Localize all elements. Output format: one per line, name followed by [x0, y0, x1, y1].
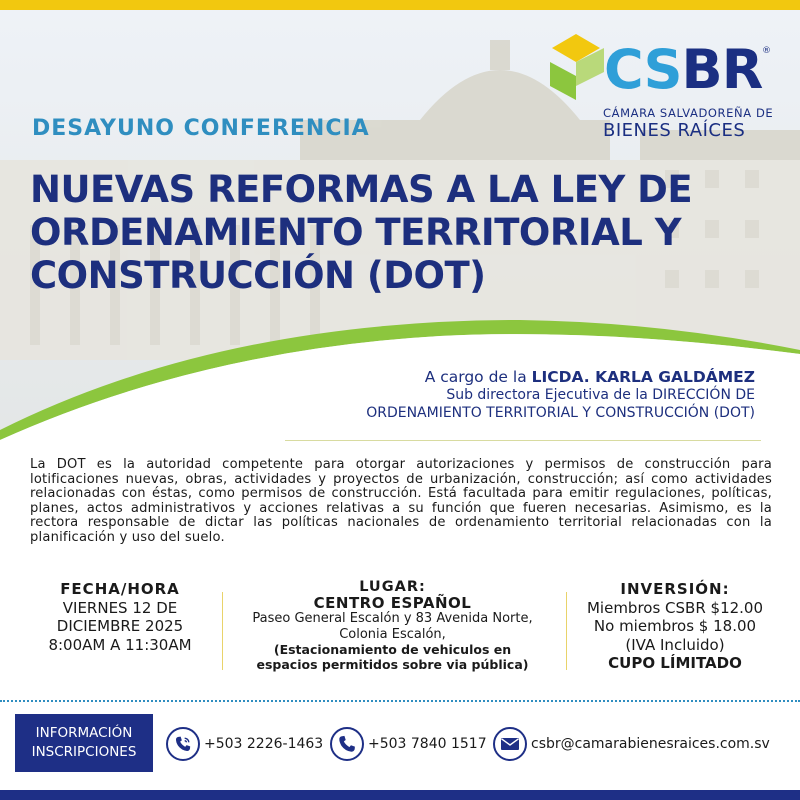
- date-heading: FECHA/HORA: [60, 580, 180, 598]
- title-line: ORDENAMIENTO TERRITORIAL Y: [30, 211, 682, 254]
- logo-subtitle-line2: BIENES RAÍCES: [603, 120, 746, 141]
- csbr-logo: [548, 28, 778, 146]
- tax-note: (IVA Incluido): [625, 635, 725, 654]
- bottom-bar: [0, 790, 800, 800]
- info-label: INFORMACIÓN: [35, 725, 133, 741]
- phone-number[interactable]: +503 2226-1463: [204, 736, 324, 752]
- description-paragraph: La DOT es la autoridad competente para otorgar autorizaciones y permisos de construcción para lotificaciones nuevas, obras, actividades y proyectos de urbanización, construcción; así como actividades relacionadas con éstas, como permisos de construcción. Está facultada para emitir regulaciones, políticas, planes, actos administrativos y acciones relativas a su función que fueren necesarias. Asimismo, es la rectora responsable de dictar las políticas nacionales de ordenamiento territorial relacionadas con la planificación y uso del suelo.: [30, 457, 772, 545]
- date-line: VIERNES 12 DE: [62, 598, 178, 617]
- registered-mark: ®: [762, 46, 771, 56]
- venue-address: Colonia Escalón,: [339, 626, 446, 642]
- phone-icon: [166, 727, 200, 761]
- logo-subtitle-line1: CÁMARA SALVADOREÑA DE: [603, 106, 774, 120]
- title-line: NUEVAS REFORMAS A LA LEY DE: [30, 168, 693, 211]
- date-time-block: [25, 580, 215, 654]
- contact-phone-2[interactable]: [330, 726, 487, 762]
- dotted-separator: [0, 700, 800, 702]
- top-stripe: [0, 0, 800, 10]
- venue-name: CENTRO ESPAÑOL: [313, 593, 472, 612]
- speaker-role-line1: Sub directora Ejecutiva de la DIRECCIÓN DE: [446, 387, 755, 403]
- phone-icon: [330, 727, 364, 761]
- event-title: [30, 168, 770, 297]
- title-line: CONSTRUCCIÓN (DOT): [30, 254, 486, 297]
- contact-email[interactable]: [493, 726, 770, 762]
- registration-info-box: [15, 714, 153, 772]
- email-address[interactable]: csbr@camarabienesraices.com.sv: [531, 736, 770, 752]
- logo-mark-icon: [548, 32, 608, 102]
- time-line: 8:00AM A 11:30AM: [48, 635, 192, 654]
- pricing-block: [570, 580, 780, 673]
- venue-block: [225, 580, 560, 672]
- registration-label: INSCRIPCIONES: [31, 744, 137, 760]
- event-kicker: DESAYUNO CONFERENCIA: [32, 116, 370, 141]
- speaker-block: [366, 368, 755, 422]
- speaker-prefix: A cargo de la: [424, 368, 532, 386]
- contact-phone-1[interactable]: [166, 726, 323, 762]
- divider: [285, 440, 761, 441]
- logo-acronym: CSBR: [604, 38, 763, 101]
- speaker-role-line2: ORDENAMIENTO TERRITORIAL Y CONSTRUCCIÓN (DOT): [366, 405, 755, 421]
- date-line: DICIEMBRE 2025: [56, 617, 184, 635]
- pricing-heading: INVERSIÓN:: [620, 580, 730, 598]
- venue-address: Paseo General Escalón y 83 Avenida Norte,: [252, 611, 533, 626]
- nonmember-price: No miembros $ 18.00: [593, 617, 757, 635]
- venue-heading: LUGAR:: [359, 579, 426, 595]
- limited-capacity: CUPO LÍMITADO: [608, 654, 742, 672]
- column-divider: [566, 592, 567, 670]
- mail-icon: [493, 727, 527, 761]
- member-price: Miembros CSBR $12.00: [586, 598, 764, 617]
- parking-note: espacios permitidos sobre via pública): [256, 657, 529, 672]
- column-divider: [222, 592, 223, 670]
- speaker-name: LICDA. KARLA GALDÁMEZ: [531, 368, 755, 386]
- phone-number[interactable]: +503 7840 1517: [368, 736, 487, 752]
- parking-note: (Estacionamiento de vehiculos en: [273, 642, 512, 657]
